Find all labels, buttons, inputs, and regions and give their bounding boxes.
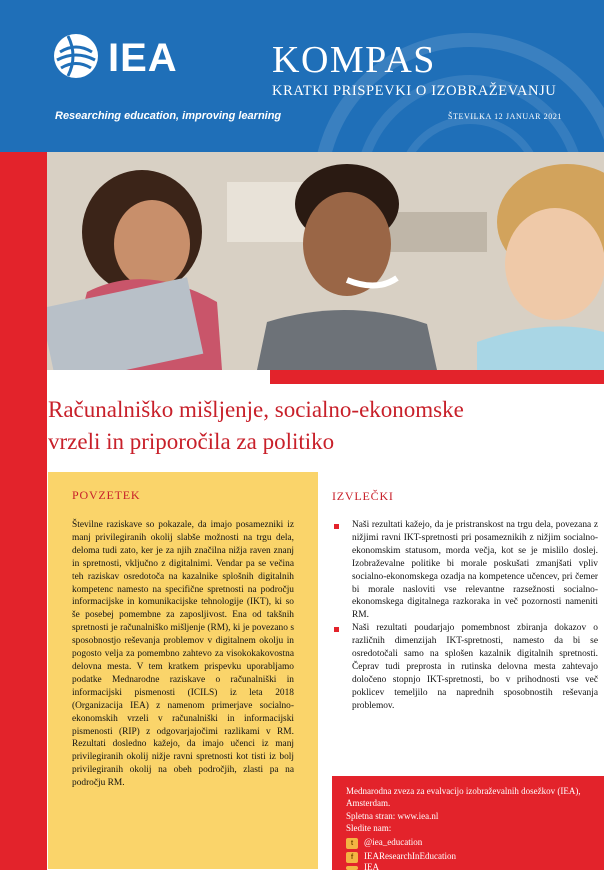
page-title (48, 394, 588, 458)
summary-box (48, 472, 318, 869)
classroom-photo (47, 152, 604, 370)
twitter-icon[interactable]: t (346, 838, 358, 849)
contact-website[interactable]: Spletna stran: www.iea.nl (346, 811, 439, 821)
contact-follow: Sledite nam: (346, 823, 392, 833)
twitter-handle[interactable]: @iea_education (364, 837, 423, 847)
tagline: Researching education, improving learning (55, 110, 282, 122)
facebook-handle[interactable]: IEAResearchInEducation (364, 851, 456, 861)
contact-city: Amsterdam. (346, 798, 391, 808)
issue-label: ŠTEVILKA 12 JANUAR 2021 (448, 112, 563, 121)
highlights-list (334, 519, 598, 713)
list-item: Naši rezultati poudarjajo pomembnost zbiranja dokazov o različnih dimenzijah IKT-spretnosti, namesto da bi se osredotočali samo na splošen kazalnik digitalnih spretnosti. Čeprav tudi preprosta in rutinska delovna mesta zahtevajo določeno stopnjo IKT-spretnosti, bo v prihodnosti vse več poklicev temeljilo na naprednih sposobnostih reševanja problemov. (334, 622, 598, 712)
facebook-icon[interactable]: f (346, 852, 358, 863)
linkedin-icon[interactable] (346, 866, 358, 870)
title-line-1: Računalniško mišljenje, socialno-ekonomske (48, 397, 464, 422)
list-item: Naši rezultati kažejo, da je pristranskost na trgu dela, povezana z nižjimi ravni IKT-spretnosti pri posameznikih z nižjim socialno-ekonomskim statusom, morda večja, kot se je mislilo doslej. Izobraževalne politike bi morale poskušati zmanjšati vpliv socialno-ekonomskega ozadja na kompetence učencev, pri čemer bi morale nasloviti vse relevantne razsežnosti socialno-ekonomskega digitalnega razkoraka in več pozornosti nameniti RM. (334, 519, 598, 622)
summary-heading: POVZETEK (72, 488, 141, 502)
contact-box (332, 776, 604, 870)
summary-text: Številne raziskave so pokazale, da imajo posamezniki iz manj privilegiranih okolij slabše možnosti na trgu dela, deloma tudi zato, ker je za njih značilna nižja raven znanj in spretnosti, vključno z digitalnimi. Vendar pa se večina teh raziskav osredotoča na kazalnike splošnih digitalnih kompetenc namesto na specifične spretnosti na področju informacijske in komunikacijske tehnologije (IKT), ki so še posebej pomembne za zaposljivost. Ena od takšnih spretnosti je računalniško mišljenje (RM), ki je povezano s sposobnostjo reševanja problemov v digitalnem okolju in pogosto velja za pomembno zahtevo za visokokakovostna delovna mesta. V tem kratkem prispevku uporabljamo podatke Mednarodne raziskave o računalniški in informacijski pismenosti (ICILS) iz leta 2018 (Organizacija IEA) z namenom primerjave socialno-ekonomskih vrzeli v računalniški in informacijski pismenosti (RIP) z odgovarjajočimi razlikami v RM. Rezultati dosledno kažejo, da imajo učenci iz manj privilegiranih okolij nižje ravni spretnosti kot tisti iz bolj privilegiranih okolij na obeh področjih, zlasti pa na področju RM. (72, 520, 294, 789)
title-line-2: vrzeli in priporočila za politiko (48, 429, 335, 454)
series-title: KOMPAS (272, 39, 436, 81)
accent-red-strip (270, 370, 604, 384)
series-subtitle: KRATKI PRISPEVKI O IZOBRAŽEVANJU (272, 83, 557, 99)
header-banner (0, 0, 604, 152)
iea-wordmark: IEA (108, 36, 178, 80)
highlights-heading: IZVLEČKI (332, 489, 394, 503)
left-red-bar (0, 152, 47, 870)
globe-logo-icon (52, 32, 100, 80)
linkedin-handle[interactable]: IEA (364, 862, 379, 872)
children-illustration (47, 152, 604, 370)
contact-org: Mednarodna zveza za evalvacijo izobraževalnih dosežkov (IEA), (346, 786, 581, 796)
